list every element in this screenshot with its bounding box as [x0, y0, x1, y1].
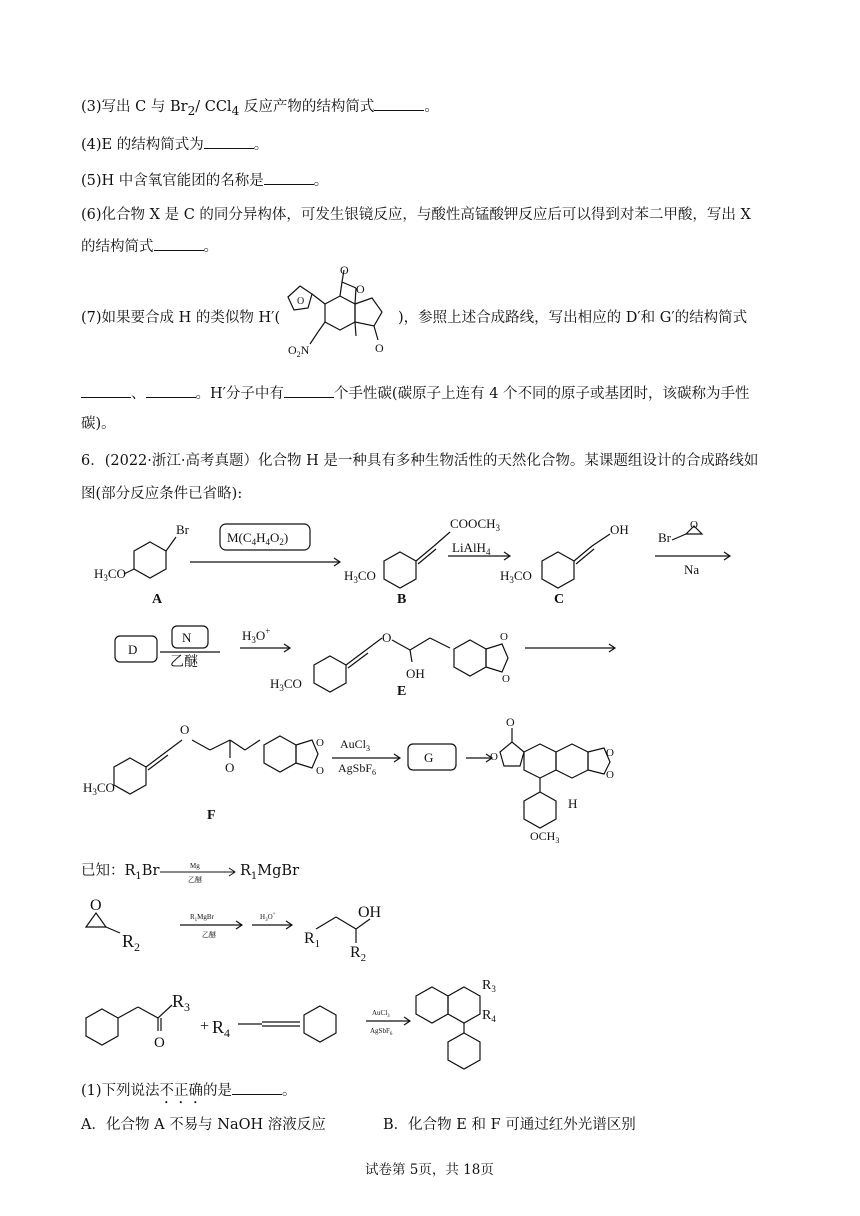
known-br: Br — [141, 863, 160, 879]
svg-text:H3O+: $H_3O^+$ — [242, 626, 271, 645]
option-B[interactable]: B．化合物 E 和 F 可通过红外光谱区别 — [383, 1117, 636, 1133]
svg-text:OH: OH — [358, 904, 382, 921]
svg-text:N: N — [182, 630, 192, 645]
svg-text:O: O — [690, 519, 698, 531]
question-7-line3: 碳)。 — [81, 416, 116, 432]
scheme-row-3 — [80, 712, 620, 845]
page-footer: 试卷第 5页，共 18页 — [365, 1162, 494, 1178]
svg-text:M(C4H4O2): $M(C_4H_4O_2)$ — [227, 530, 289, 547]
svg-text:LiAlH4: LiAlH$_4$ — [452, 540, 491, 557]
svg-text:Mg: Mg — [190, 862, 200, 870]
q3-text: (3)写出 C 与 Br — [81, 99, 188, 115]
question-7-line2 — [81, 383, 750, 404]
answer-blank[interactable] — [284, 383, 334, 398]
q3-text-post: 反应产物的结构简式 — [239, 99, 375, 115]
svg-text:O: O — [356, 282, 365, 296]
known-r: R — [240, 863, 251, 879]
label-B: B — [397, 592, 407, 607]
svg-text:R1MgBr: $R_1MgBr$ — [190, 913, 214, 923]
label-br: Br — [176, 522, 189, 537]
answer-blank[interactable] — [204, 134, 254, 149]
known-product-1 — [240, 861, 299, 887]
svg-text:COOCH3: $COOCH_3$ — [450, 516, 501, 533]
svg-text:O: O — [340, 263, 349, 277]
q4-end: 。 — [253, 137, 269, 153]
svg-text:O: O — [154, 1035, 165, 1051]
question-7-line1-post: )，参照上述合成路线，写出相应的 D′和 G′的结构简式 — [398, 310, 748, 326]
svg-text:O: O — [606, 769, 614, 781]
answer-blank[interactable] — [81, 383, 131, 398]
svg-text:O: O — [490, 751, 498, 763]
svg-text:Br: Br — [658, 530, 671, 545]
svg-text:H: H — [568, 796, 578, 811]
q7-text: 。H′分子中有 — [195, 386, 284, 402]
svg-text:AgSbF6: AgSbF$_6$ — [370, 1027, 393, 1037]
svg-text:R2: $R_2$ — [122, 931, 141, 954]
scheme-row-1 — [90, 512, 790, 612]
q6-end: 。 — [203, 239, 218, 255]
svg-text:H3CO: $H_3CO$ — [270, 676, 302, 693]
svg-text:H3O+: $H_3O^+$ — [260, 912, 276, 923]
svg-text:R4: $R_4$ — [212, 1017, 231, 1040]
known-eq2 — [80, 895, 400, 964]
known-r-sub: 1 — [250, 870, 258, 882]
svg-text:OH: OH — [406, 666, 425, 681]
svg-text:O: O — [500, 631, 508, 643]
svg-text:R3: $R_3$ — [172, 991, 191, 1014]
h-prime-structure — [270, 262, 400, 362]
svg-text:O2N: $O_2N$ — [288, 343, 310, 359]
q1-end: 。 — [282, 1083, 297, 1099]
svg-text:O: O — [297, 296, 305, 307]
svg-text:O: O — [225, 760, 235, 775]
svg-text:Na: Na — [684, 562, 700, 577]
svg-text:H3CO: $H_3CO$ — [500, 568, 532, 585]
svg-text:H3CO: $H_3CO$ — [83, 780, 115, 797]
label-A: A — [152, 592, 163, 607]
q6-text: 的结构简式 — [81, 239, 154, 255]
option-A[interactable]: A．化合物 A 不易与 NaOH 溶液反应 — [81, 1117, 326, 1133]
svg-text:O: O — [502, 673, 510, 685]
svg-text:乙醚: 乙醚 — [202, 931, 216, 939]
svg-text:AuCl3: AuCl$_3$ — [372, 1009, 390, 1019]
q1-emphasis: 不正确 — [159, 1083, 204, 1099]
svg-text:O: O — [375, 341, 384, 355]
svg-text:R2: $R_2$ — [350, 944, 367, 964]
problem-6-line2: 图(部分反应条件已省略): — [81, 486, 243, 502]
svg-text:D: D — [128, 642, 138, 657]
svg-text:G: G — [424, 750, 434, 765]
question-7-line1-pre: (7)如果要合成 H 的类似物 H′( — [81, 310, 281, 326]
svg-text:R4: $R_4$ — [482, 1008, 496, 1024]
answer-blank[interactable] — [374, 96, 424, 111]
answer-blank[interactable] — [264, 170, 314, 185]
known-arrow-1 — [160, 858, 240, 886]
known-label: 已知：R — [81, 863, 136, 879]
answer-blank[interactable] — [146, 383, 196, 398]
q1-text-post: 的是 — [203, 1083, 233, 1099]
svg-text:R1: $R_1$ — [304, 930, 321, 950]
problem-6-line1: 6．(2022·浙江·高考真题）化合物 H 是一种具有多种生物活性的天然化合物。某课题组设计的合成路线如 — [81, 453, 759, 469]
q5-text: (5)H 中含氧官能团的名称是 — [81, 173, 264, 189]
label-F: F — [207, 808, 216, 823]
known-mgbr: MgBr — [257, 863, 300, 879]
q3-sub2: 4 — [231, 103, 240, 118]
svg-text:O: O — [90, 897, 102, 914]
svg-text:H3CO: $H_3CO$ — [344, 568, 376, 585]
svg-text:H3CO: $H_3CO$ — [94, 566, 126, 583]
question-3 — [81, 96, 439, 121]
q7-sep: 、 — [131, 386, 146, 402]
svg-text:O: O — [606, 747, 614, 759]
known-sub: 1 — [135, 870, 142, 882]
q3-text-mid: / CCl — [195, 99, 232, 115]
answer-blank[interactable] — [154, 236, 204, 251]
svg-text:O: O — [506, 715, 515, 729]
svg-text:O: O — [316, 737, 324, 749]
svg-text:AgSbF6: AgSbF$_6$ — [338, 761, 377, 777]
q3-end: 。 — [424, 99, 439, 115]
svg-text:O: O — [180, 722, 190, 737]
svg-text:乙醚: 乙醚 — [188, 876, 202, 884]
svg-text:+: + — [200, 1018, 210, 1035]
svg-text:O: O — [316, 765, 324, 777]
q5-end: 。 — [313, 173, 329, 189]
svg-text:乙醚: 乙醚 — [170, 655, 198, 670]
q1-question — [81, 1080, 297, 1107]
question-6-line2 — [81, 236, 218, 257]
q7-text-tail: 个手性碳(碳原子上连有 4 个不同的原子或基团时，该碳称为手性 — [333, 386, 750, 402]
question-4 — [81, 134, 268, 155]
question-5 — [81, 170, 328, 191]
svg-text:O: O — [382, 630, 392, 645]
answer-blank[interactable] — [232, 1080, 282, 1095]
known-eq1 — [81, 861, 159, 887]
q1-text: (1)下列说法 — [81, 1083, 160, 1099]
svg-text:OCH3: $OCH_3$ — [530, 829, 560, 845]
svg-text:R3: $R_3$ — [482, 978, 496, 994]
q4-text: (4)E 的结构简式为 — [81, 137, 204, 153]
svg-text:AuCl3: AuCl$_3$ — [340, 737, 371, 753]
label-C: C — [554, 592, 565, 607]
scheme-row-2 — [110, 620, 630, 700]
question-6-line1: (6)化合物 X 是 C 的同分异构体，可发生银镜反应，与酸性高锰酸钾反应后可以得到对苯二甲酸，写出 X — [81, 207, 751, 223]
label-E: E — [397, 684, 407, 699]
svg-text:OH: OH — [610, 522, 629, 537]
q3-sub: 2 — [187, 103, 196, 118]
known-eq3 — [80, 975, 540, 1065]
